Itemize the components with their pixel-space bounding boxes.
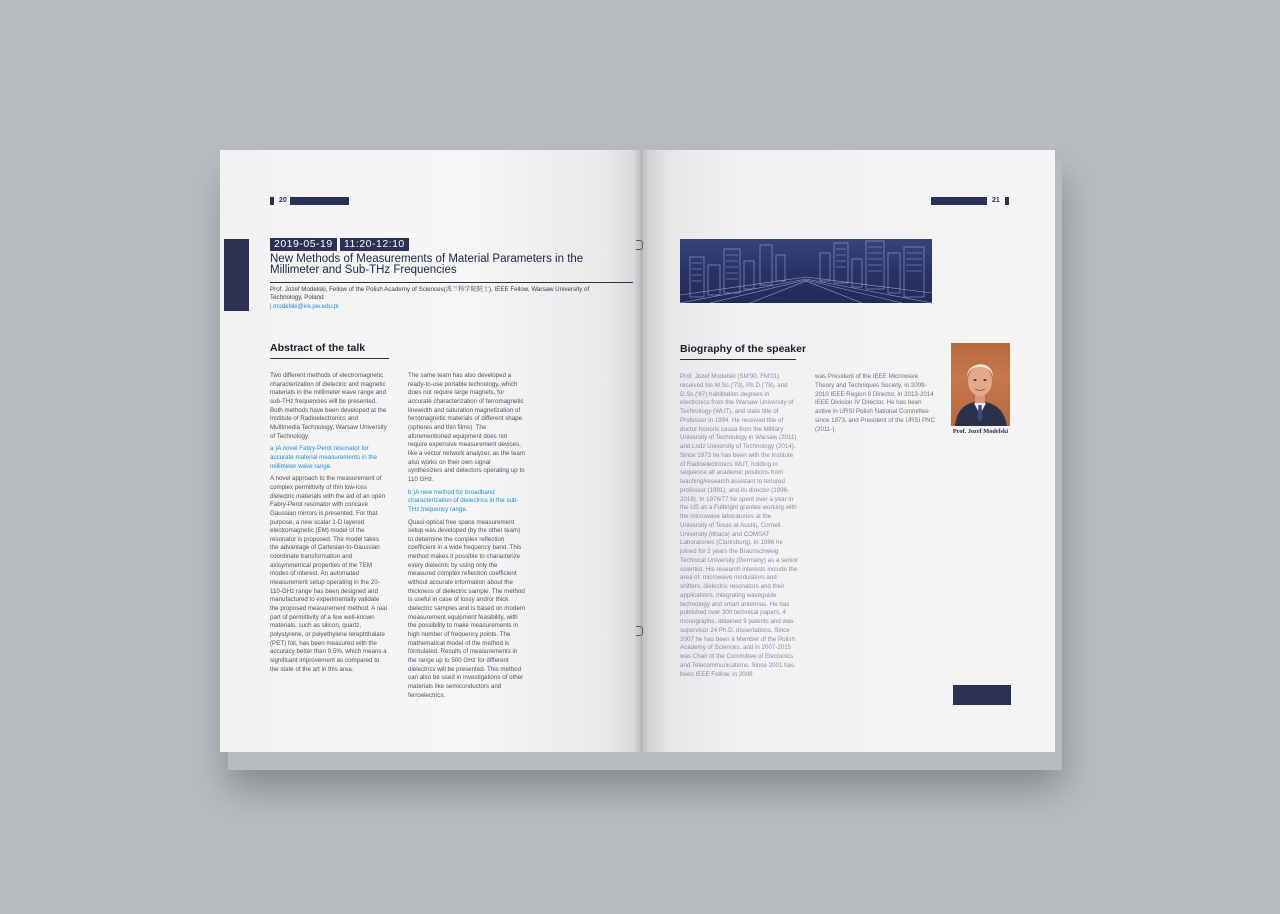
abstract-portable-tech: The same team has also developed a ready-to-use portable technology, which does not require large magnets, for accurate characterization of ferromagnetic linewidth and saturation magnetization of ferromagnetic materials of different shape (spheres and thin films). The aforementioned equipment does not require expensive measurement devices, like a vector network analyzer, as the team also works on their own signal synthesizers and detectors operating up to 110 GHz. [408, 372, 525, 483]
date-badge [270, 238, 337, 251]
page-number-bar-right [931, 197, 987, 205]
page-number-bar-left [290, 197, 349, 205]
title-divider [270, 282, 633, 283]
page-number-left: 20 [279, 197, 287, 204]
city-skyline-image [680, 239, 932, 303]
footer-accent-block [953, 685, 1011, 705]
abstract-heading: Abstract of the talk [270, 342, 366, 354]
biography-column-1 [680, 373, 798, 679]
page-number-right: 21 [992, 197, 1000, 204]
time-badge [340, 238, 409, 251]
abstract-body-a: A novel approach to the measurement of complex permittivity of thin low-loss dielectric materials with the aid of an open Fabry-Perot resonator with concave Gaussian mirrors is presented. For that purpose, a new scalar 1-D layered electromagnetic (EM) model of the resonator is proposed. The model takes the advantage of Cartesian-to-Gaussian coordinate transformation and axisymmetrical properties of the TEM modes of interest. An automated measurement setup operating in the 20-110-GHz range has been designed and manufactured to experimentally validate the proposed measurement method. A real part of permittivity of a few well-known materials, such as silicon, quartz, polystyrene, or polyethylene terephthalate (PET) foil, has been measured with the accuracy better than 0.5%, which means a significant improvement as compared to the state of the art in this area. [270, 475, 387, 673]
side-accent-block [224, 239, 249, 311]
talk-title: New Methods of Measurements of Material Parameters in the Millimeter and Sub-THz Frequencies [270, 253, 584, 276]
biography-heading: Biography of the speaker [680, 343, 807, 355]
abstract-subheading-a: a )A novel Fabry-Perot resonator for accurate material measurements in the millimeter wave range. [270, 445, 377, 470]
abstract-body-b: Quasi-optical free space measurement setup was developed (by the other team) to determine the complex reflection coefficient in a wide frequency band. This method makes it possible to characterize every dielectric by using only the measured complex reflection coefficient without accurate information about the thickness of dielectric sample. The method is useful in case of lossy and/or thick dielectric samples and is based on modern measurement equipment feasibility, with the possibility to make measurements in high number of frequency points. The mathematical model of the method is formulated. Results of measurements in the range up to 500 GHz for different dielectrics will be presented. This method can also be used in investigations of other materials like semiconductors and ferroelectrics. [408, 518, 526, 699]
photo-caption: Prof. Jozef Modelski [952, 428, 1009, 435]
biography-heading-rule [680, 359, 796, 360]
biography-column-2 [815, 373, 937, 434]
session-time: 11:20-12:10 [344, 238, 405, 250]
speaker-email-link[interactable]: j.modelski@ire.pw.edu.pl [270, 303, 339, 310]
biography-text-1: Prof. Jozef Modelski (SM'90, FM'01) received his M.Sc.('73), Ph.D.('78), and D.Sc.('87) habilitation degrees in electronics from the Warsaw University of Technology (WUT), and state title of Professor in 1994. He received title of doctor honoris causa from the Military University of Technology in Warsaw (2011) and Lodz University of Technology (2014). Since 1973 he has been with the Institute of Radioelectronics WUT, holding in sequence all academic positions from teaching/research assistant to tenured professor (1991), and its director (1996-2016). In 1976/77 he spent over a year in the US as a Fulbright grantee working with the microwave laboratories at the University of Texas at Austin, Cornell University (Ithaca) and COMSAT Laboratories (Clarksburg). In 1986 he joined for 2 years the Braunschweig Technical University (Germany) as a senior scientist. His research interests include the area of: microwave modulators and shifters, dielectric resonators and their applications, integrating waveguide technology and smart antennas. He has published over 300 technical papers, 4 monographs, obtained 9 patents and was supervisor 24 Ph.D. dissertations. Since 2007 he has been a Member of the Polish Academy of Sciences, and in 2007-2015 was Chair of the Committee of Electonics and Telecommunications. Since 2001 has been IEEE Fellow, in 2008 [680, 373, 798, 678]
session-date: 2019-05-19 [274, 238, 333, 250]
abstract-intro: Two different methods of electromagnetic characterization of dielectric and magnetic materials in the millimeter wave range and sub-THz frequencies will be presented. Both methods have been developed at the Institute of Radioelectronics and Multimedia Technology, Warsaw University of Technology. [270, 372, 387, 440]
speaker-photo [951, 343, 1010, 426]
biography-text-2: was President of the IEEE Microwave Theory and Techniques Society, in 2009-2010 IEEE Region 8 Director, in 2013-2014 IEEE Division IV Director. He has been active in URSI Polish National Committee since 1973, and President of the URSI PNC (2011-). [815, 373, 936, 433]
portrait-drawing [951, 343, 1010, 426]
page-number-tick-right [1005, 197, 1009, 205]
abstract-column-2 [408, 372, 526, 704]
page-number-tick-left [270, 197, 274, 205]
city-wireframe-drawing [680, 239, 932, 303]
staple-bottom [636, 626, 643, 636]
abstract-column-1 [270, 372, 388, 678]
abstract-subheading-b: b )A new method for broadband characterization of dielectrics in the sub-THz frequency range. [408, 488, 519, 513]
staple-top [636, 240, 643, 250]
abstract-heading-rule [270, 358, 389, 359]
speaker-affiliation: Prof. Jozef Modelski, Fellow of the Polish Academy of Sciences(波兰科学院院士), IEEE Fellow, Warsaw University of Technology, Poland [270, 286, 590, 301]
